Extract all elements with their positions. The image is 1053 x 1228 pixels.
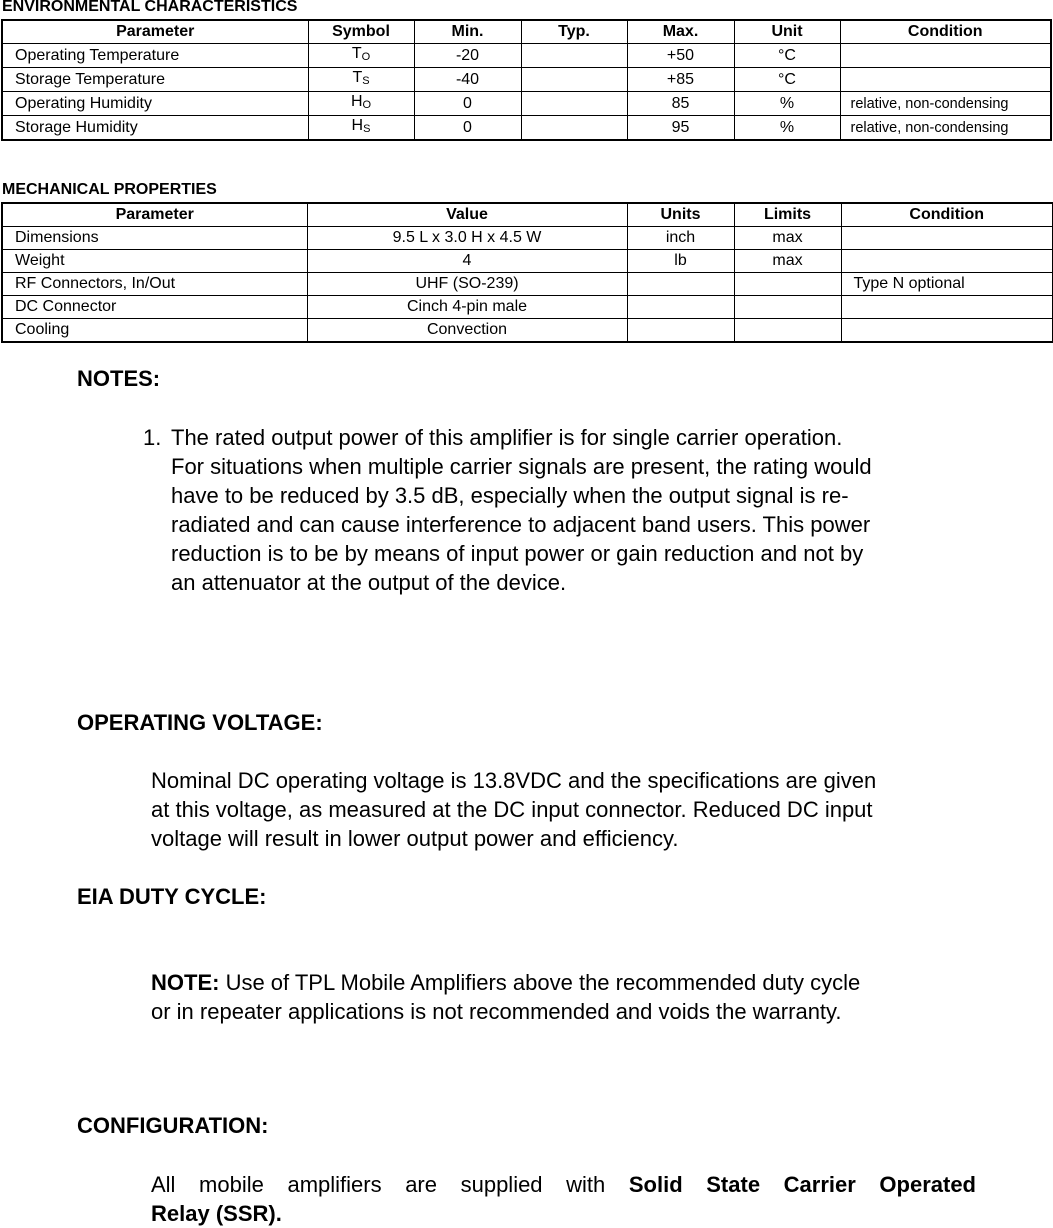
table-row bbox=[2, 250, 1053, 273]
limits-cell: max bbox=[734, 227, 841, 250]
table-row bbox=[2, 116, 1051, 141]
symbol-base: H bbox=[350, 93, 363, 110]
configuration-heading: CONFIGURATION: bbox=[77, 1113, 269, 1138]
value-cell: 4 bbox=[307, 250, 627, 273]
parameter-cell: Operating Temperature bbox=[2, 44, 308, 68]
parameter-cell: Storage Humidity bbox=[2, 116, 308, 141]
parameter-cell: RF Connectors, In/Out bbox=[2, 273, 307, 296]
col-header-parameter: Parameter bbox=[2, 20, 308, 44]
mechanical-table bbox=[1, 202, 1053, 343]
units-cell: inch bbox=[627, 227, 734, 250]
note-line: reduction is to be by means of input power or gain reduction and not by bbox=[171, 541, 864, 566]
duty-cycle-line-1 bbox=[151, 968, 981, 997]
col-header-parameter: Parameter bbox=[2, 203, 307, 227]
table-row bbox=[2, 319, 1053, 343]
note-line: radiated and can cause interference to adjacent band users. This power bbox=[171, 512, 871, 537]
notes-heading: NOTES: bbox=[77, 366, 161, 391]
parameter-cell: Cooling bbox=[2, 319, 307, 343]
condition-cell bbox=[840, 68, 1051, 92]
limits-cell bbox=[734, 273, 841, 296]
typ-cell bbox=[521, 44, 627, 68]
units-cell: lb bbox=[627, 250, 734, 273]
symbol-subscript: S bbox=[362, 75, 370, 87]
limits-cell bbox=[734, 319, 841, 343]
max-cell: +50 bbox=[627, 44, 734, 68]
col-header-value: Value bbox=[307, 203, 627, 227]
configuration-bold-2: Relay (SSR). bbox=[151, 1201, 282, 1226]
unit-cell: % bbox=[734, 116, 840, 141]
col-header-condition: Condition bbox=[840, 20, 1051, 44]
note-line: an attenuator at the output of the device. bbox=[171, 570, 567, 595]
parameter-cell: Weight bbox=[2, 250, 307, 273]
mechanical-title: MECHANICAL PROPERTIES bbox=[2, 181, 217, 198]
max-cell: 85 bbox=[627, 92, 734, 116]
min-cell: 0 bbox=[414, 92, 521, 116]
min-cell: -20 bbox=[414, 44, 521, 68]
condition-cell bbox=[841, 227, 1053, 250]
voltage-line: voltage will result in lower output power and efficiency. bbox=[151, 826, 679, 851]
duty-cycle-heading: EIA DUTY CYCLE: bbox=[77, 884, 267, 909]
operating-voltage-heading: OPERATING VOLTAGE: bbox=[77, 710, 323, 735]
configuration-text bbox=[151, 1170, 976, 1228]
note-text bbox=[171, 423, 1001, 597]
note-number: 1. bbox=[143, 425, 162, 450]
symbol-cell bbox=[308, 44, 414, 68]
value-cell: Cinch 4-pin male bbox=[307, 296, 627, 319]
symbol-base: H bbox=[351, 117, 364, 134]
parameter-cell: Operating Humidity bbox=[2, 92, 308, 116]
symbol-base: T bbox=[352, 69, 363, 86]
environmental-header-row bbox=[2, 20, 1051, 44]
col-header-symbol: Symbol bbox=[308, 20, 414, 44]
parameter-cell: Dimensions bbox=[2, 227, 307, 250]
condition-cell bbox=[841, 319, 1053, 343]
mechanical-header-row bbox=[2, 203, 1053, 227]
parameter-cell: Storage Temperature bbox=[2, 68, 308, 92]
condition-cell: relative, non-condensing bbox=[840, 116, 1051, 141]
table-row bbox=[2, 227, 1053, 250]
unit-cell: °C bbox=[734, 44, 840, 68]
min-cell: -40 bbox=[414, 68, 521, 92]
configuration-bold: Solid State Carrier Operated bbox=[628, 1172, 976, 1197]
symbol-subscript: O bbox=[361, 51, 371, 63]
symbol-subscript: O bbox=[362, 99, 372, 111]
typ-cell bbox=[521, 92, 627, 116]
symbol-base: T bbox=[351, 45, 362, 62]
note-line: have to be reduced by 3.5 dB, especially when the output signal is re- bbox=[171, 483, 849, 508]
operating-voltage-text bbox=[151, 766, 981, 853]
environmental-table bbox=[1, 19, 1052, 141]
condition-cell bbox=[840, 44, 1051, 68]
limits-cell bbox=[734, 296, 841, 319]
symbol-cell bbox=[308, 92, 414, 116]
units-cell bbox=[627, 273, 734, 296]
max-cell: +85 bbox=[627, 68, 734, 92]
note-label: NOTE: bbox=[151, 970, 220, 995]
symbol-subscript: S bbox=[363, 123, 371, 135]
voltage-line: Nominal DC operating voltage is 13.8VDC and the specifications are given bbox=[151, 768, 877, 793]
value-cell: Convection bbox=[307, 319, 627, 343]
symbol-cell bbox=[308, 68, 414, 92]
condition-cell bbox=[841, 296, 1053, 319]
note-line: The rated output power of this amplifier is for single carrier operation. bbox=[171, 425, 843, 450]
duty-cycle-text-1: Use of TPL Mobile Amplifiers above the recommended duty cycle bbox=[219, 970, 861, 995]
col-header-unit: Unit bbox=[734, 20, 840, 44]
typ-cell bbox=[521, 68, 627, 92]
col-header-max: Max. bbox=[627, 20, 734, 44]
environmental-title: ENVIRONMENTAL CHARACTERISTICS bbox=[2, 0, 298, 15]
col-header-min: Min. bbox=[414, 20, 521, 44]
condition-cell bbox=[841, 250, 1053, 273]
configuration-line-1 bbox=[151, 1170, 976, 1199]
col-header-condition: Condition bbox=[841, 203, 1053, 227]
duty-cycle-line-2: or in repeater applications is not recommended and voids the warranty. bbox=[151, 999, 842, 1024]
value-cell: UHF (SO-239) bbox=[307, 273, 627, 296]
parameter-cell: DC Connector bbox=[2, 296, 307, 319]
units-cell bbox=[627, 296, 734, 319]
condition-cell: Type N optional bbox=[841, 273, 1053, 296]
units-cell bbox=[627, 319, 734, 343]
table-row bbox=[2, 44, 1051, 68]
typ-cell bbox=[521, 116, 627, 141]
value-cell: 9.5 L x 3.0 H x 4.5 W bbox=[307, 227, 627, 250]
col-header-units: Units bbox=[627, 203, 734, 227]
unit-cell: °C bbox=[734, 68, 840, 92]
configuration-plain: All mobile amplifiers are supplied with bbox=[151, 1172, 629, 1197]
note-line: For situations when multiple carrier signals are present, the rating would bbox=[171, 454, 872, 479]
min-cell: 0 bbox=[414, 116, 521, 141]
table-row bbox=[2, 68, 1051, 92]
configuration-line-2 bbox=[151, 1199, 976, 1228]
col-header-typ: Typ. bbox=[521, 20, 627, 44]
col-header-limits: Limits bbox=[734, 203, 841, 227]
table-row bbox=[2, 92, 1051, 116]
condition-cell: relative, non-condensing bbox=[840, 92, 1051, 116]
symbol-cell bbox=[308, 116, 414, 141]
max-cell: 95 bbox=[627, 116, 734, 141]
voltage-line: at this voltage, as measured at the DC input connector. Reduced DC input bbox=[151, 797, 873, 822]
table-row bbox=[2, 296, 1053, 319]
duty-cycle-note bbox=[151, 968, 981, 1026]
limits-cell: max bbox=[734, 250, 841, 273]
unit-cell: % bbox=[734, 92, 840, 116]
table-row bbox=[2, 273, 1053, 296]
